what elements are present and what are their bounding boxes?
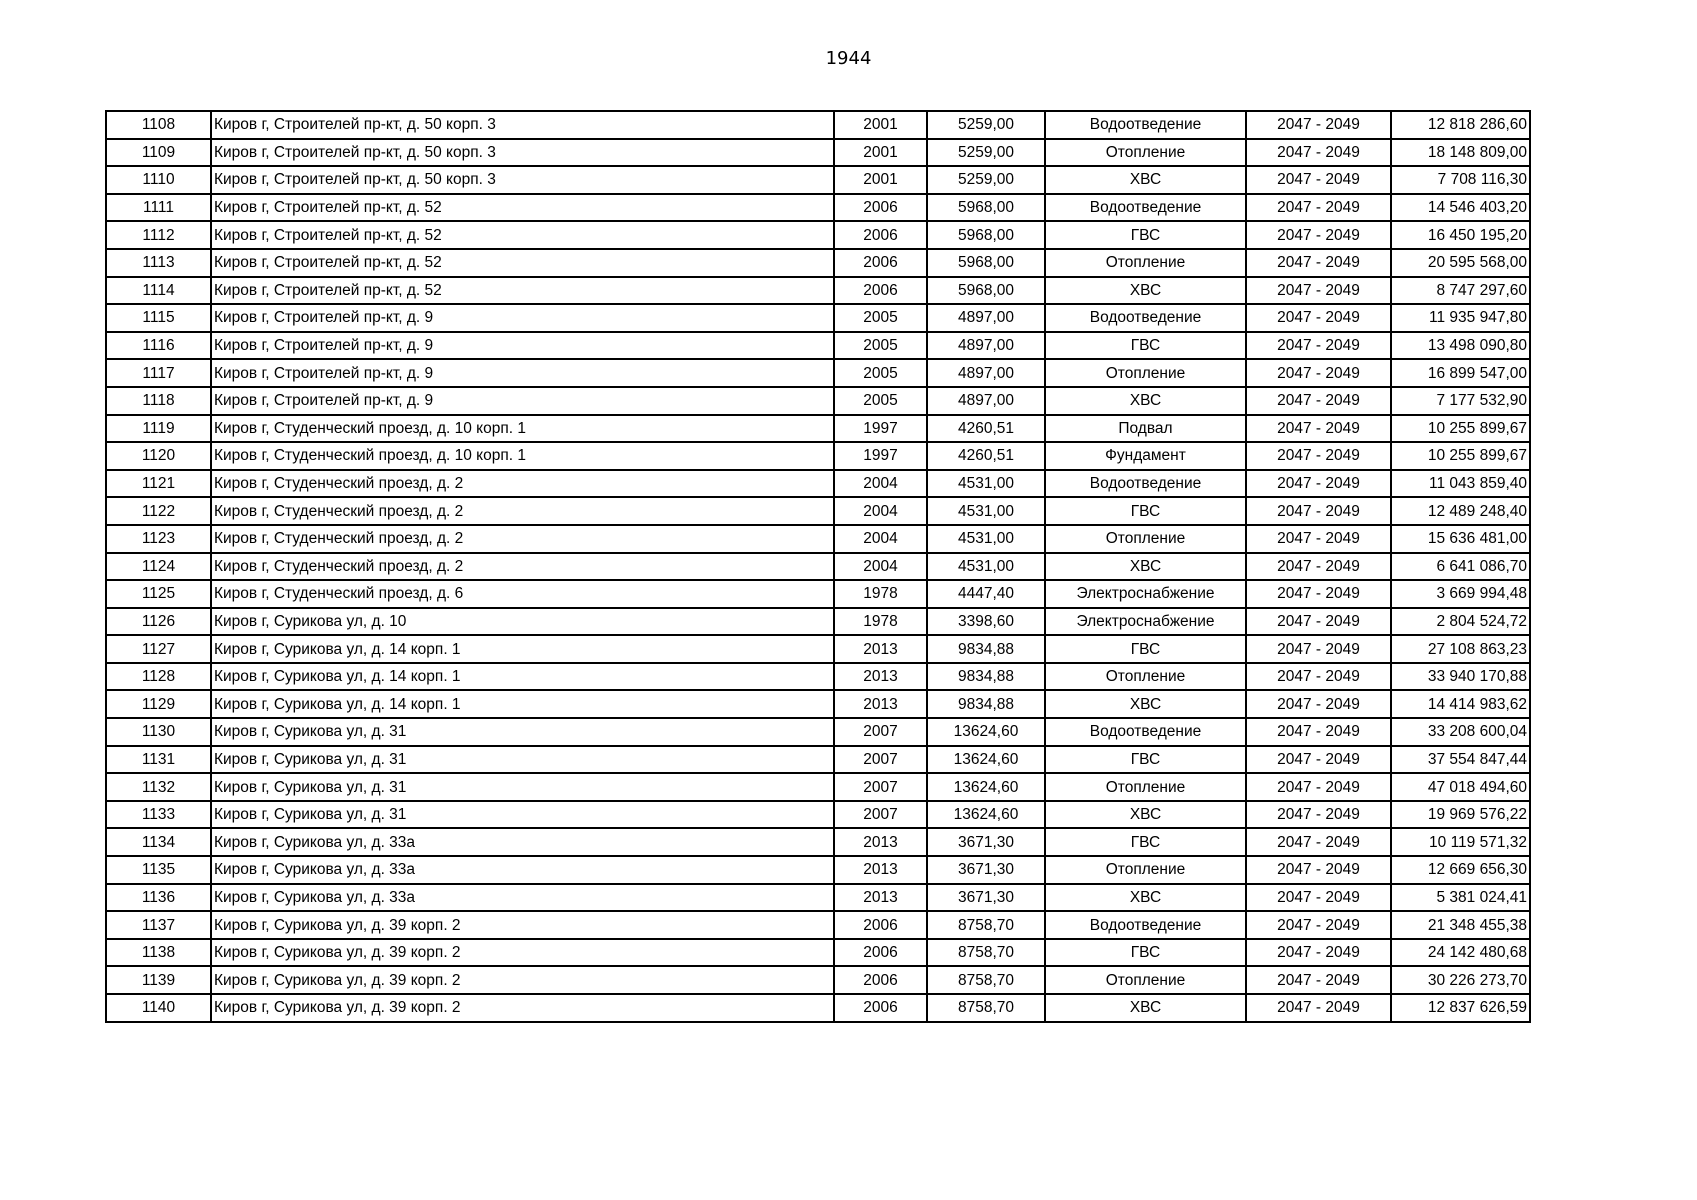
year-cell: 2006 (834, 249, 927, 277)
cost-cell: 33 208 600,04 (1391, 718, 1530, 746)
area-cell: 4260,51 (927, 415, 1045, 443)
period-cell: 2047 - 2049 (1246, 718, 1391, 746)
year-cell: 2005 (834, 332, 927, 360)
table-row (106, 497, 1530, 525)
work-type-cell: Водоотведение (1045, 470, 1246, 498)
table-row (106, 221, 1530, 249)
year-cell: 2001 (834, 111, 927, 139)
year-cell: 2007 (834, 746, 927, 774)
year-cell: 2005 (834, 304, 927, 332)
table-row (106, 828, 1530, 856)
table-row (106, 139, 1530, 167)
work-type-cell: ХВС (1045, 277, 1246, 305)
cost-cell: 16 450 195,20 (1391, 221, 1530, 249)
year-cell: 2006 (834, 966, 927, 994)
row-number-cell: 1135 (106, 856, 211, 884)
year-cell: 2006 (834, 277, 927, 305)
period-cell: 2047 - 2049 (1246, 194, 1391, 222)
cost-cell: 11 935 947,80 (1391, 304, 1530, 332)
year-cell: 2013 (834, 690, 927, 718)
address-cell: Киров г, Сурикова ул, д. 39 корп. 2 (211, 911, 834, 939)
cost-cell: 12 837 626,59 (1391, 994, 1530, 1022)
address-cell: Киров г, Сурикова ул, д. 31 (211, 746, 834, 774)
area-cell: 4531,00 (927, 497, 1045, 525)
year-cell: 2013 (834, 828, 927, 856)
cost-cell: 30 226 273,70 (1391, 966, 1530, 994)
table-row (106, 718, 1530, 746)
table-row (106, 939, 1530, 967)
area-cell: 9834,88 (927, 635, 1045, 663)
cost-cell: 13 498 090,80 (1391, 332, 1530, 360)
cost-cell: 7 177 532,90 (1391, 387, 1530, 415)
row-number-cell: 1128 (106, 663, 211, 691)
period-cell: 2047 - 2049 (1246, 856, 1391, 884)
area-cell: 8758,70 (927, 994, 1045, 1022)
area-cell: 4897,00 (927, 332, 1045, 360)
period-cell: 2047 - 2049 (1246, 249, 1391, 277)
row-number-cell: 1127 (106, 635, 211, 663)
row-number-cell: 1109 (106, 139, 211, 167)
work-type-cell: ГВС (1045, 939, 1246, 967)
work-type-cell: Отопление (1045, 856, 1246, 884)
page-number: 1944 (825, 48, 872, 69)
row-number-cell: 1130 (106, 718, 211, 746)
address-cell: Киров г, Студенческий проезд, д. 2 (211, 525, 834, 553)
row-number-cell: 1118 (106, 387, 211, 415)
area-cell: 3671,30 (927, 884, 1045, 912)
work-type-cell: ГВС (1045, 828, 1246, 856)
area-cell: 4531,00 (927, 553, 1045, 581)
area-cell: 5259,00 (927, 139, 1045, 167)
work-type-cell: ГВС (1045, 746, 1246, 774)
period-cell: 2047 - 2049 (1246, 690, 1391, 718)
cost-cell: 2 804 524,72 (1391, 608, 1530, 636)
period-cell: 2047 - 2049 (1246, 359, 1391, 387)
work-type-cell: ГВС (1045, 635, 1246, 663)
period-cell: 2047 - 2049 (1246, 746, 1391, 774)
area-cell: 13624,60 (927, 773, 1045, 801)
row-number-cell: 1139 (106, 966, 211, 994)
work-type-cell: Отопление (1045, 525, 1246, 553)
table-row (106, 690, 1530, 718)
work-type-cell: ГВС (1045, 332, 1246, 360)
work-type-cell: Водоотведение (1045, 911, 1246, 939)
address-cell: Киров г, Студенческий проезд, д. 6 (211, 580, 834, 608)
table-row (106, 911, 1530, 939)
year-cell: 1978 (834, 608, 927, 636)
table-row (106, 415, 1530, 443)
area-cell: 4897,00 (927, 387, 1045, 415)
table-row (106, 470, 1530, 498)
table-row (106, 856, 1530, 884)
period-cell: 2047 - 2049 (1246, 635, 1391, 663)
area-cell: 4897,00 (927, 304, 1045, 332)
table-row (106, 249, 1530, 277)
area-cell: 9834,88 (927, 663, 1045, 691)
area-cell: 4447,40 (927, 580, 1045, 608)
address-cell: Киров г, Строителей пр-кт, д. 9 (211, 359, 834, 387)
year-cell: 2004 (834, 553, 927, 581)
year-cell: 2013 (834, 663, 927, 691)
table-row (106, 884, 1530, 912)
address-cell: Киров г, Сурикова ул, д. 31 (211, 718, 834, 746)
address-cell: Киров г, Строителей пр-кт, д. 52 (211, 249, 834, 277)
cost-cell: 8 747 297,60 (1391, 277, 1530, 305)
work-type-cell: Водоотведение (1045, 194, 1246, 222)
table-row (106, 635, 1530, 663)
year-cell: 2013 (834, 884, 927, 912)
work-type-cell: ХВС (1045, 690, 1246, 718)
year-cell: 1978 (834, 580, 927, 608)
work-type-cell: ХВС (1045, 166, 1246, 194)
row-number-cell: 1117 (106, 359, 211, 387)
work-type-cell: ГВС (1045, 497, 1246, 525)
cost-cell: 24 142 480,68 (1391, 939, 1530, 967)
address-cell: Киров г, Сурикова ул, д. 14 корп. 1 (211, 635, 834, 663)
row-number-cell: 1120 (106, 442, 211, 470)
register-table-body (106, 111, 1530, 1022)
year-cell: 2006 (834, 221, 927, 249)
row-number-cell: 1140 (106, 994, 211, 1022)
period-cell: 2047 - 2049 (1246, 139, 1391, 167)
year-cell: 2013 (834, 635, 927, 663)
row-number-cell: 1136 (106, 884, 211, 912)
area-cell: 4531,00 (927, 525, 1045, 553)
area-cell: 9834,88 (927, 690, 1045, 718)
row-number-cell: 1121 (106, 470, 211, 498)
address-cell: Киров г, Сурикова ул, д. 33а (211, 856, 834, 884)
year-cell: 2006 (834, 939, 927, 967)
table-row (106, 166, 1530, 194)
row-number-cell: 1112 (106, 221, 211, 249)
period-cell: 2047 - 2049 (1246, 911, 1391, 939)
row-number-cell: 1134 (106, 828, 211, 856)
address-cell: Киров г, Строителей пр-кт, д. 9 (211, 387, 834, 415)
period-cell: 2047 - 2049 (1246, 525, 1391, 553)
address-cell: Киров г, Сурикова ул, д. 31 (211, 801, 834, 829)
area-cell: 5968,00 (927, 194, 1045, 222)
work-type-cell: ХВС (1045, 387, 1246, 415)
row-number-cell: 1132 (106, 773, 211, 801)
year-cell: 1997 (834, 415, 927, 443)
period-cell: 2047 - 2049 (1246, 332, 1391, 360)
table-row (106, 304, 1530, 332)
area-cell: 8758,70 (927, 966, 1045, 994)
cost-cell: 6 641 086,70 (1391, 553, 1530, 581)
row-number-cell: 1126 (106, 608, 211, 636)
cost-cell: 33 940 170,88 (1391, 663, 1530, 691)
period-cell: 2047 - 2049 (1246, 663, 1391, 691)
table-row (106, 580, 1530, 608)
year-cell: 2005 (834, 359, 927, 387)
table-row (106, 359, 1530, 387)
cost-cell: 37 554 847,44 (1391, 746, 1530, 774)
table-row (106, 387, 1530, 415)
cost-cell: 14 546 403,20 (1391, 194, 1530, 222)
cost-cell: 11 043 859,40 (1391, 470, 1530, 498)
work-type-cell: Электроснабжение (1045, 580, 1246, 608)
work-type-cell: Водоотведение (1045, 111, 1246, 139)
row-number-cell: 1124 (106, 553, 211, 581)
area-cell: 4531,00 (927, 470, 1045, 498)
table-row (106, 663, 1530, 691)
address-cell: Киров г, Строителей пр-кт, д. 52 (211, 194, 834, 222)
address-cell: Киров г, Сурикова ул, д. 33а (211, 884, 834, 912)
row-number-cell: 1111 (106, 194, 211, 222)
area-cell: 4260,51 (927, 442, 1045, 470)
row-number-cell: 1131 (106, 746, 211, 774)
year-cell: 2007 (834, 801, 927, 829)
year-cell: 2005 (834, 387, 927, 415)
work-type-cell: Водоотведение (1045, 718, 1246, 746)
period-cell: 2047 - 2049 (1246, 442, 1391, 470)
work-type-cell: Фундамент (1045, 442, 1246, 470)
row-number-cell: 1108 (106, 111, 211, 139)
period-cell: 2047 - 2049 (1246, 415, 1391, 443)
table-row (106, 773, 1530, 801)
address-cell: Киров г, Строителей пр-кт, д. 9 (211, 332, 834, 360)
cost-cell: 5 381 024,41 (1391, 884, 1530, 912)
period-cell: 2047 - 2049 (1246, 608, 1391, 636)
cost-cell: 19 969 576,22 (1391, 801, 1530, 829)
work-type-cell: Отопление (1045, 966, 1246, 994)
year-cell: 2001 (834, 139, 927, 167)
work-type-cell: ХВС (1045, 884, 1246, 912)
table-row (106, 553, 1530, 581)
row-number-cell: 1119 (106, 415, 211, 443)
address-cell: Киров г, Строителей пр-кт, д. 50 корп. 3 (211, 139, 834, 167)
area-cell: 8758,70 (927, 939, 1045, 967)
area-cell: 13624,60 (927, 746, 1045, 774)
year-cell: 2006 (834, 911, 927, 939)
cost-cell: 47 018 494,60 (1391, 773, 1530, 801)
work-type-cell: Отопление (1045, 773, 1246, 801)
cost-cell: 14 414 983,62 (1391, 690, 1530, 718)
address-cell: Киров г, Студенческий проезд, д. 2 (211, 497, 834, 525)
cost-cell: 12 818 286,60 (1391, 111, 1530, 139)
address-cell: Киров г, Сурикова ул, д. 33а (211, 828, 834, 856)
row-number-cell: 1123 (106, 525, 211, 553)
address-cell: Киров г, Сурикова ул, д. 31 (211, 773, 834, 801)
year-cell: 2004 (834, 525, 927, 553)
row-number-cell: 1115 (106, 304, 211, 332)
work-type-cell: Электроснабжение (1045, 608, 1246, 636)
address-cell: Киров г, Сурикова ул, д. 10 (211, 608, 834, 636)
address-cell: Киров г, Сурикова ул, д. 39 корп. 2 (211, 939, 834, 967)
year-cell: 2006 (834, 194, 927, 222)
period-cell: 2047 - 2049 (1246, 387, 1391, 415)
area-cell: 4897,00 (927, 359, 1045, 387)
period-cell: 2047 - 2049 (1246, 553, 1391, 581)
row-number-cell: 1116 (106, 332, 211, 360)
cost-cell: 20 595 568,00 (1391, 249, 1530, 277)
table-row (106, 608, 1530, 636)
period-cell: 2047 - 2049 (1246, 939, 1391, 967)
work-type-cell: ГВС (1045, 221, 1246, 249)
area-cell: 5968,00 (927, 249, 1045, 277)
table-row (106, 277, 1530, 305)
row-number-cell: 1133 (106, 801, 211, 829)
address-cell: Киров г, Студенческий проезд, д. 10 корп. 1 (211, 415, 834, 443)
period-cell: 2047 - 2049 (1246, 773, 1391, 801)
period-cell: 2047 - 2049 (1246, 801, 1391, 829)
cost-cell: 27 108 863,23 (1391, 635, 1530, 663)
work-type-cell: ХВС (1045, 801, 1246, 829)
period-cell: 2047 - 2049 (1246, 277, 1391, 305)
period-cell: 2047 - 2049 (1246, 470, 1391, 498)
period-cell: 2047 - 2049 (1246, 994, 1391, 1022)
work-type-cell: Водоотведение (1045, 304, 1246, 332)
address-cell: Киров г, Студенческий проезд, д. 2 (211, 553, 834, 581)
period-cell: 2047 - 2049 (1246, 828, 1391, 856)
address-cell: Киров г, Студенческий проезд, д. 2 (211, 470, 834, 498)
cost-cell: 16 899 547,00 (1391, 359, 1530, 387)
area-cell: 13624,60 (927, 718, 1045, 746)
address-cell: Киров г, Сурикова ул, д. 14 корп. 1 (211, 663, 834, 691)
table-row (106, 746, 1530, 774)
row-number-cell: 1137 (106, 911, 211, 939)
register-table (105, 110, 1531, 1023)
area-cell: 5968,00 (927, 221, 1045, 249)
row-number-cell: 1122 (106, 497, 211, 525)
area-cell: 13624,60 (927, 801, 1045, 829)
area-cell: 5968,00 (927, 277, 1045, 305)
table-row (106, 194, 1530, 222)
address-cell: Киров г, Сурикова ул, д. 39 корп. 2 (211, 966, 834, 994)
address-cell: Киров г, Строителей пр-кт, д. 50 корп. 3 (211, 111, 834, 139)
address-cell: Киров г, Строителей пр-кт, д. 52 (211, 221, 834, 249)
area-cell: 3398,60 (927, 608, 1045, 636)
year-cell: 2006 (834, 994, 927, 1022)
cost-cell: 10 119 571,32 (1391, 828, 1530, 856)
row-number-cell: 1138 (106, 939, 211, 967)
period-cell: 2047 - 2049 (1246, 966, 1391, 994)
area-cell: 5259,00 (927, 166, 1045, 194)
work-type-cell: Отопление (1045, 359, 1246, 387)
row-number-cell: 1125 (106, 580, 211, 608)
work-type-cell: ХВС (1045, 553, 1246, 581)
period-cell: 2047 - 2049 (1246, 166, 1391, 194)
cost-cell: 10 255 899,67 (1391, 415, 1530, 443)
table-row (106, 525, 1530, 553)
table-row (106, 442, 1530, 470)
year-cell: 2001 (834, 166, 927, 194)
table-row (106, 801, 1530, 829)
period-cell: 2047 - 2049 (1246, 497, 1391, 525)
table-row (106, 966, 1530, 994)
period-cell: 2047 - 2049 (1246, 884, 1391, 912)
cost-cell: 21 348 455,38 (1391, 911, 1530, 939)
year-cell: 2004 (834, 470, 927, 498)
table-row (106, 994, 1530, 1022)
address-cell: Киров г, Студенческий проезд, д. 10 корп. 1 (211, 442, 834, 470)
period-cell: 2047 - 2049 (1246, 304, 1391, 332)
work-type-cell: Отопление (1045, 249, 1246, 277)
row-number-cell: 1113 (106, 249, 211, 277)
address-cell: Киров г, Сурикова ул, д. 39 корп. 2 (211, 994, 834, 1022)
cost-cell: 3 669 994,48 (1391, 580, 1530, 608)
cost-cell: 10 255 899,67 (1391, 442, 1530, 470)
work-type-cell: Подвал (1045, 415, 1246, 443)
year-cell: 1997 (834, 442, 927, 470)
cost-cell: 12 669 656,30 (1391, 856, 1530, 884)
work-type-cell: Отопление (1045, 663, 1246, 691)
area-cell: 8758,70 (927, 911, 1045, 939)
year-cell: 2007 (834, 718, 927, 746)
area-cell: 3671,30 (927, 828, 1045, 856)
cost-cell: 18 148 809,00 (1391, 139, 1530, 167)
row-number-cell: 1110 (106, 166, 211, 194)
period-cell: 2047 - 2049 (1246, 580, 1391, 608)
period-cell: 2047 - 2049 (1246, 111, 1391, 139)
address-cell: Киров г, Строителей пр-кт, д. 50 корп. 3 (211, 166, 834, 194)
address-cell: Киров г, Строителей пр-кт, д. 52 (211, 277, 834, 305)
period-cell: 2047 - 2049 (1246, 221, 1391, 249)
year-cell: 2007 (834, 773, 927, 801)
address-cell: Киров г, Сурикова ул, д. 14 корп. 1 (211, 690, 834, 718)
work-type-cell: ХВС (1045, 994, 1246, 1022)
cost-cell: 15 636 481,00 (1391, 525, 1530, 553)
address-cell: Киров г, Строителей пр-кт, д. 9 (211, 304, 834, 332)
row-number-cell: 1114 (106, 277, 211, 305)
table-row (106, 111, 1530, 139)
area-cell: 5259,00 (927, 111, 1045, 139)
year-cell: 2013 (834, 856, 927, 884)
year-cell: 2004 (834, 497, 927, 525)
row-number-cell: 1129 (106, 690, 211, 718)
cost-cell: 7 708 116,30 (1391, 166, 1530, 194)
table-row (106, 332, 1530, 360)
work-type-cell: Отопление (1045, 139, 1246, 167)
cost-cell: 12 489 248,40 (1391, 497, 1530, 525)
area-cell: 3671,30 (927, 856, 1045, 884)
